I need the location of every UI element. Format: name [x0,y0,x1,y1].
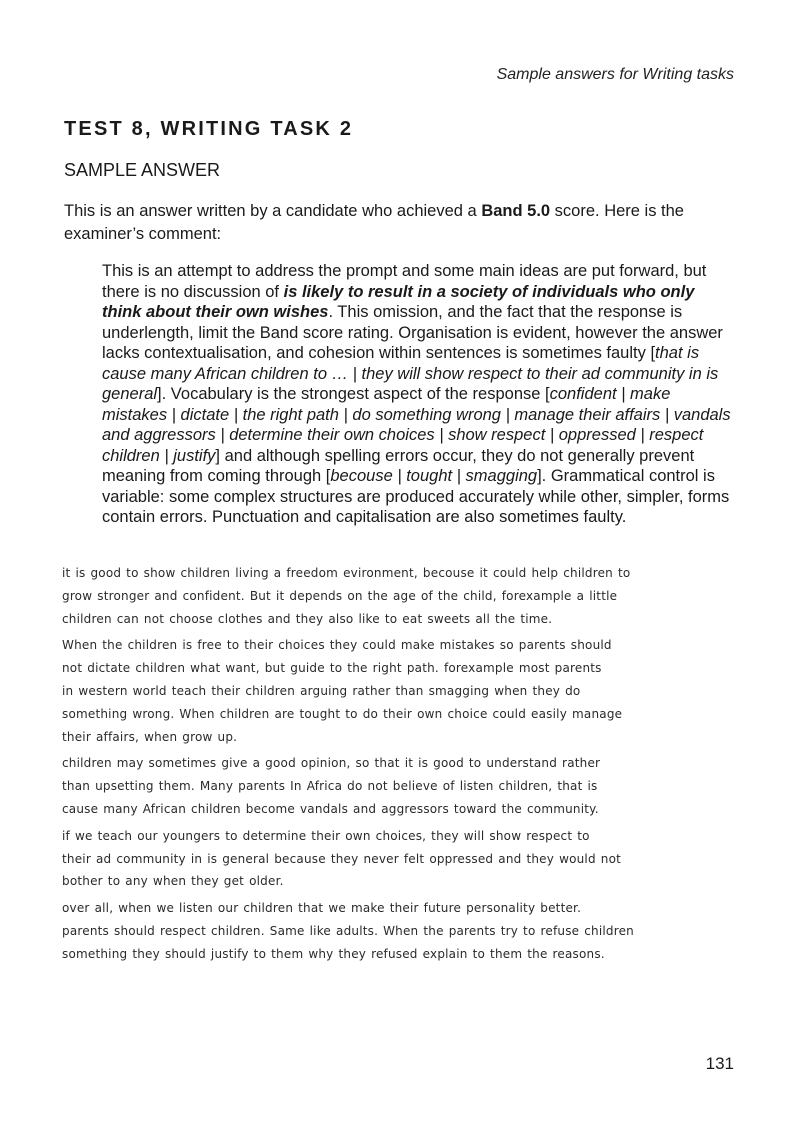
handwritten-paragraph [62,752,742,820]
handwritten-line: not dictate children what want, but guide to the right path. forexample most parents [62,661,602,676]
intro-text-after: score. Here is the examiner’s comment: [64,202,684,243]
running-head: Sample answers for Writing tasks [496,66,734,83]
section-title: SAMPLE ANSWER [64,160,221,180]
handwritten-paragraph [62,634,742,748]
page-number: 131 [705,1054,734,1073]
examiner-comment [102,261,732,528]
handwritten-line: in western world teach their children arguing rather than smagging when they do [62,683,581,698]
band-score: Band 5.0 [481,202,551,220]
handwritten-paragraph [62,897,742,965]
handwritten-line: if we teach our youngers to determine their own choices, they will show respect to [62,828,590,843]
test-title: TEST 8, WRITING TASK 2 [64,118,354,140]
comment-text: . This omission, and the fact that the response is underlength, limit the Band score rating. Organisation is evident, however the answer lacks contextualisation, and cohesion within sentences is sometimes faulty [ [102,303,723,362]
handwritten-line: When the children is free to their choices they could make mistakes so parents should [62,638,612,653]
handwritten-line: something wrong. When children are tought to do their own choice could easily manage [62,706,623,721]
comment-quoted-text: confident | make mistakes | dictate | the right path | do something wrong | manage their affairs | vandals and aggressors | determine their own choices | show respect | oppressed | respect children | justify [102,385,731,465]
handwritten-line: over all, when we listen our children that we make their future personality better. [62,901,582,916]
comment-text: ] and although spelling errors occur, they do not generally prevent meaning from coming through [ [102,446,695,485]
handwritten-line: their affairs, when grow up. [62,729,238,744]
intro-text-before: This is an answer written by a candidate who achieved a [64,202,482,220]
comment-quoted-text: is likely to result in a society of individuals who only think about their own wishes [102,282,695,321]
handwritten-line: children can not choose clothes and they also like to eat sweets all the time. [62,611,553,626]
comment-text: This is an attempt to address the prompt and some main ideas are put forward, but there is no discussion of [102,262,707,301]
handwritten-line: something they should justify to them why they refused explain to them the reasons. [62,946,605,961]
comment-text: ]. Vocabulary is the strongest aspect of the response [ [157,385,550,403]
comment-quoted-text: becouse | tought | smagging [330,467,538,485]
handwritten-paragraph [62,562,742,630]
handwritten-paragraph [62,825,742,893]
handwritten-answer [62,562,742,970]
handwritten-line: children may sometimes give a good opinion, so that it is good to understand rather [62,756,601,771]
handwritten-line: cause many African children become vandals and aggressors toward the community. [62,801,599,816]
intro-paragraph [64,200,744,246]
handwritten-line: it is good to show children living a freedom evironment, becouse it could help children to [62,566,631,580]
comment-text: ]. Grammatical control is variable: some complex structures are produced accurately while other, simpler, forms contain errors. Punctuation and capitalisation are also sometimes faulty. [102,467,730,526]
handwritten-line: grow stronger and confident. But it depends on the age of the child, forexample a little [62,588,618,603]
handwritten-line: parents should respect children. Same like adults. When the parents try to refuse children [62,923,634,938]
handwritten-line: their ad community in is general because they never felt oppressed and they would not [62,851,622,866]
comment-quoted-text: that is cause many African children to … | they will show respect to their ad community in is general [102,344,719,403]
handwritten-line: than upsetting them. Many parents In Africa do not believe of listen children, that is [62,779,598,794]
handwritten-line: bother to any when they get older. [62,874,284,889]
